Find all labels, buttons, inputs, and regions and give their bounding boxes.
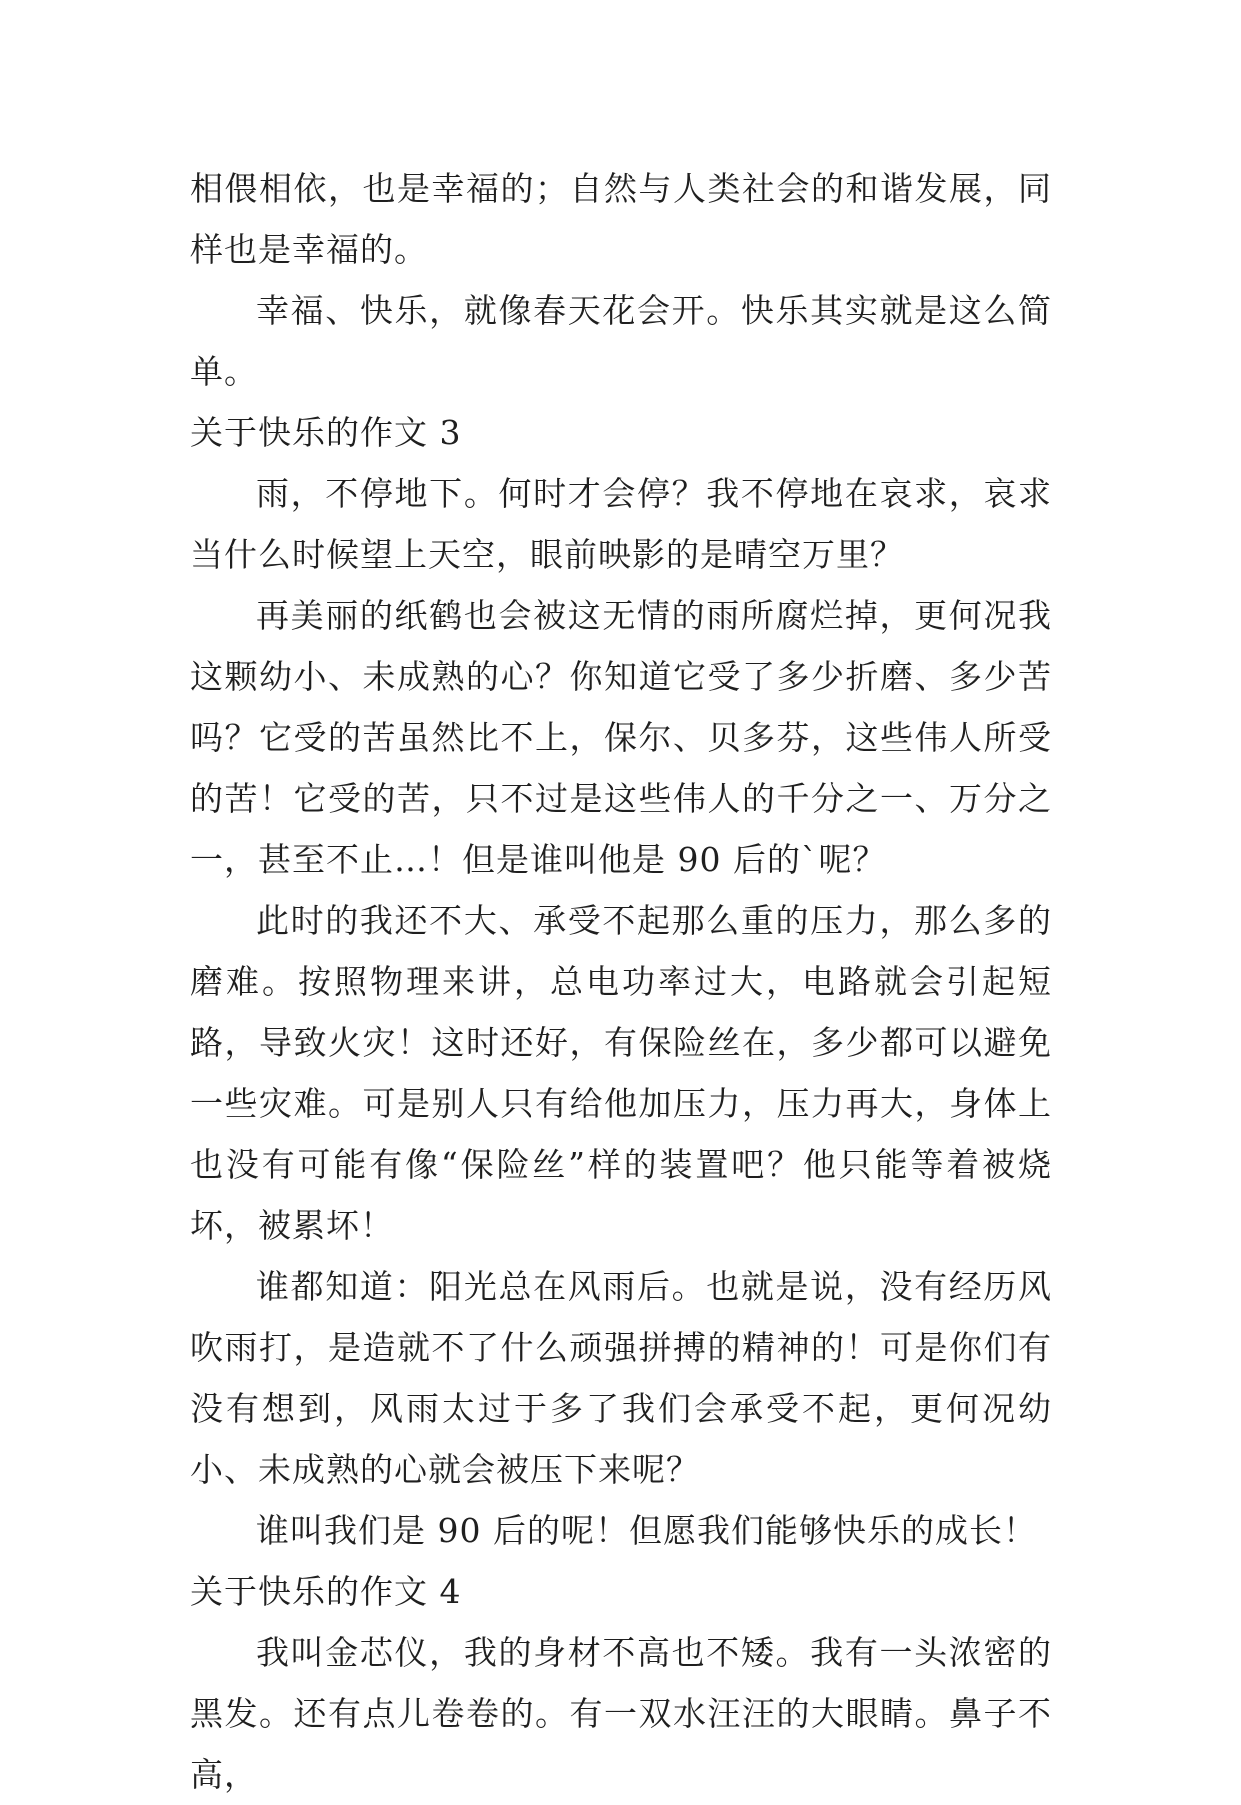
section-heading-4: 关于快乐的作文 4 bbox=[190, 1572, 462, 1611]
section-heading-3: 关于快乐的作文 3 bbox=[190, 413, 462, 452]
paragraph-3: 雨，不停地下。何时才会停？我不停地在哀求，哀求当什么时候望上天空，眼前映影的是晴空万里？ bbox=[190, 474, 1052, 574]
paragraph-6: 谁都知道：阳光总在风雨后。也就是说，没有经历风吹雨打，是造就不了什么顽强拼搏的精神的！可是你们有没有想到，风雨太过于多了我们会承受不起，更何况幼小、未成熟的心就会被压下来呢？ bbox=[190, 1267, 1052, 1489]
document-page bbox=[190, 158, 1052, 1805]
paragraph-1: 相偎相依，也是幸福的；自然与人类社会的和谐发展，同样也是幸福的。 bbox=[190, 169, 1052, 269]
paragraph-5: 此时的我还不大、承受不起那么重的压力，那么多的磨难。按照物理来讲，总电功率过大，电路就会引起短路，导致火灾！这时还好，有保险丝在，多少都可以避免一些灾难。可是别人只有给他加压力，压力再大，身体上也没有可能有像“保险丝”样的装置吧？他只能等着被烧坏，被累坏！ bbox=[190, 901, 1052, 1245]
paragraph-8: 我叫金芯仪，我的身材不高也不矮。我有一头浓密的黑发。还有点儿卷卷的。有一双水汪汪的大眼睛。鼻子不高， bbox=[190, 1633, 1052, 1794]
paragraph-2: 幸福、快乐，就像春天花会开。快乐其实就是这么简单。 bbox=[190, 291, 1052, 391]
paragraph-7: 谁叫我们是 90 后的呢！但愿我们能够快乐的成长！ bbox=[256, 1511, 1037, 1550]
paragraph-4: 再美丽的纸鹤也会被这无情的雨所腐烂掉，更何况我这颗幼小、未成熟的心？你知道它受了多少折磨、多少苦吗？它受的苦虽然比不上，保尔、贝多芬，这些伟人所受的苦！它受的苦，只不过是这些伟人的千分之一、万分之一，甚至不止…！但是谁叫他是 90 后的`呢？ bbox=[190, 596, 1052, 879]
